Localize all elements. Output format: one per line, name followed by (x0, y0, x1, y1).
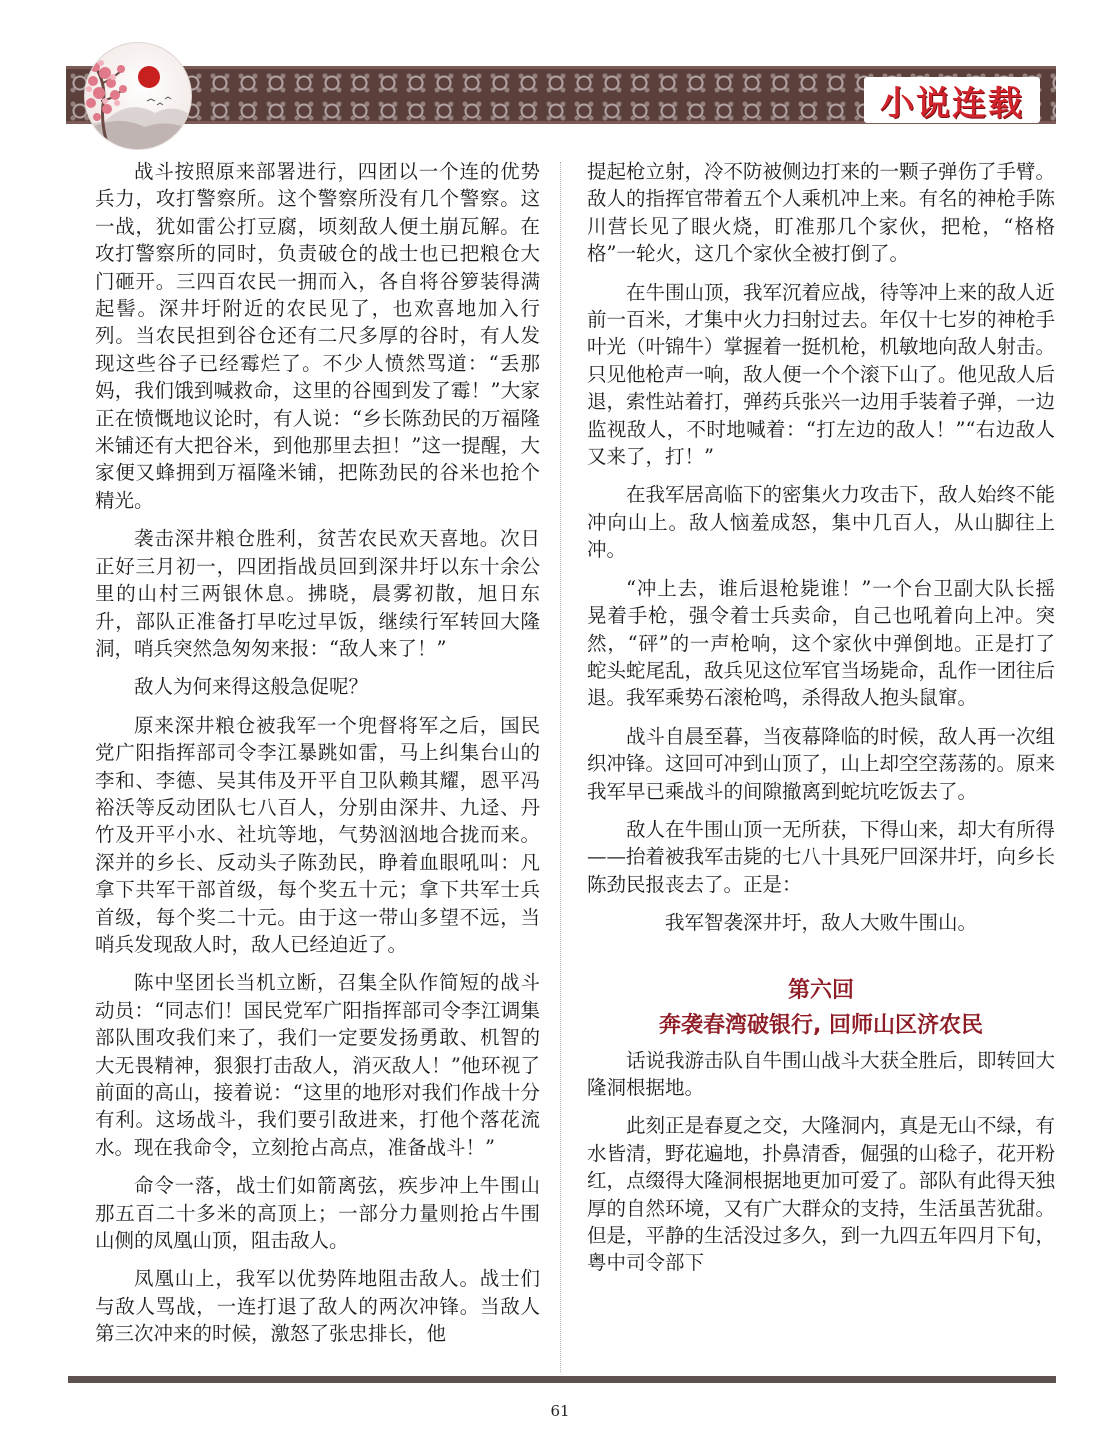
paragraph: 敌人为何来得这般急促呢？ (134, 675, 369, 699)
paragraph-continued: 提起枪立射，冷不防被侧边打来的一颗子弹伤了手臂。敌人的指挥官带着五个人乘机冲上来。有名的神枪手陈川营长见了眼火烧，盯准那几个家伙，把枪，“格格格”一轮火，这几个家伙全被打倒了。 (587, 160, 1056, 266)
article-body (95, 158, 1063, 1358)
paragraph: “冲上去，谁后退枪毙谁！”一个台卫副大队长摇晃着手枪，强令着士兵卖命，自己也吼着向上冲。突然，“砰”的一声枪响，这个家伙中弹倒地。正是打了蛇头蛇尾乱，敌兵见这位军官当场毙命，乱作一团往后退。我军乘势石滚枪鸣，杀得敌人抱头鼠窜。 (587, 576, 1056, 710)
section-title: 小说连载 (880, 83, 1024, 124)
bottom-rule (68, 1376, 1056, 1383)
paragraph: 此刻正是春夏之交，大隆洞内，真是无山不绿，有水皆清，野花遍地，扑鼻清香，倔强的山稔子，花开粉红，点缀得大隆洞根据地更加可爱了。部队有此得天独厚的自然环境，又有广大群众的支持，生活虽苦犹甜。但是，平静的生活没过多久，到一九四五年四月下旬，粤中司令部下 (587, 1114, 1056, 1275)
page-number: 61 (550, 1402, 570, 1420)
paragraph: 话说我游击队自牛围山战斗大获全胜后，即转回大隆洞根据地。 (587, 1048, 1056, 1099)
paragraph: 战斗按照原来部署进行，四团以一个连的优势兵力，攻打警察所。这个警察所没有几个警察。这一战，犹如雷公打豆腐，顷刻敌人便土崩瓦解。在攻打警察所的同时，负责破仓的战士也已把粮仓大门砸开。三四百农民一拥而入，各自将谷箩装得满起髻。深井圩附近的农民见了，也欢喜地加入行列。当农民担到谷仓还有二尺多厚的谷时，有人发现这些谷子已经霉烂了。不少人愤然骂道：“丢那妈，我们饿到喊救命，这里的谷囤到发了霉！”大家正在愤慨地议论时，有人说：“乡长陈劲民的万福隆米铺还有大把谷米，到他那里去担！”这一提醒，大家便又蜂拥到万福隆米铺，把陈劲民的谷米也抢个精光。 (95, 160, 540, 512)
paragraph: 在牛围山顶，我军沉着应战，待等冲上来的敌人近前一百米，才集中火力扫射过去。年仅十七岁的神枪手叶光（叶锦牛）掌握着一挺机枪，机敏地向敌人射击。只见他枪声一响，敌人便一个个滚下山了。他见敌人后退，索性站着打，弹药兵张兴一边用手装着子弹，一边监视敌人，不时地喊着：“打左边的敌人！”“右边敌人又来了，打！” (587, 280, 1056, 469)
chapter-number: 第六回 (787, 977, 854, 1003)
paragraph: 陈中坚团长当机立断，召集全队作简短的战斗动员：“同志们！国民党军广阳指挥部司令李江调集部队围攻我们来了，我们一定要发扬勇敢、机智的大无畏精神，狠狠打击敌人，消灭敌人！”他环视了前面的高山，接着说：“这里的地形对我们作战十分有利。这场战斗，我们要引敌进来，打他个落花流水。现在我命令，立刻抢占高点，准备战斗！” (95, 971, 540, 1159)
plum-blossom-illustration (85, 43, 191, 149)
paragraph: 战斗自晨至暮，当夜幕降临的时候，敌人再一次组织冲锋。这回可冲到山顶了，山上却空空荡荡的。原来我军早已乘战斗的间隙撤离到蛇坑吃饭去了。 (587, 724, 1056, 803)
paragraph: 原来深井粮仓被我军一个兜督将军之后，国民党广阳指挥部司令李江暴跳如雷，马上纠集台山的李和、李德、吴其伟及开平自卫队赖其耀，恩平冯裕沃等反动团队七八百人，分别由深井、九迳、丹竹及开平小水、社坑等地，气势汹汹地合拢而来。深并的乡长、反动头子陈劲民，睁着血眼吼叫：凡拿下共军干部首级，每个奖五十元；拿下共军士兵首级，每个奖二十元。由于这一带山多望不远，当哨兵发现敌人时，敌人已经迫近了。 (95, 713, 540, 956)
paragraph: 敌人在牛围山顶一无所获，下得山来，却大有所得——抬着被我军击毙的七八十具死尸回深井圩，向乡长陈劲民报丧去了。正是： (587, 817, 1056, 896)
section-title-box (864, 77, 1040, 123)
header-banner (66, 66, 1056, 124)
right-column (587, 158, 1055, 1288)
paragraph: 凤凰山上，我军以优势阵地阻击敌人。战士们与敌人骂战，一连打退了敌人的两次冲锋。当敌人第三次冲来的时候，激怒了张忠排长，他 (95, 1267, 540, 1346)
paragraph: 在我军居高临下的密集火力攻击下，敌人始终不能冲向山上。敌人恼羞成怒，集中几百人，从山脚往上冲。 (587, 483, 1056, 562)
couplet: 我军智袭深井圩，敌人大败牛围山。 (664, 911, 977, 935)
paragraph: 袭击深井粮仓胜利，贫苦农民欢天喜地。次日正好三月初一，四团指战员回到深井圩以东十余公里的山村三两银休息。拂晓，晨雾初散，旭日东升，部队正准备打早吃过早饭，继续行军转回大隆洞，哨兵突然急匆匆来报：“敌人来了！” (95, 527, 540, 660)
chapter-title: 奔袭春湾破银行, 回师山区济农民 (658, 1012, 984, 1038)
left-column (95, 158, 540, 1359)
paragraph: 命令一落，战士们如箭离弦，疾步冲上牛围山那五百二十多米的高顶上；一部分力量则抢占牛围山侧的凤凰山顶，阻击敌人。 (95, 1174, 540, 1253)
decorative-painting (84, 42, 192, 150)
